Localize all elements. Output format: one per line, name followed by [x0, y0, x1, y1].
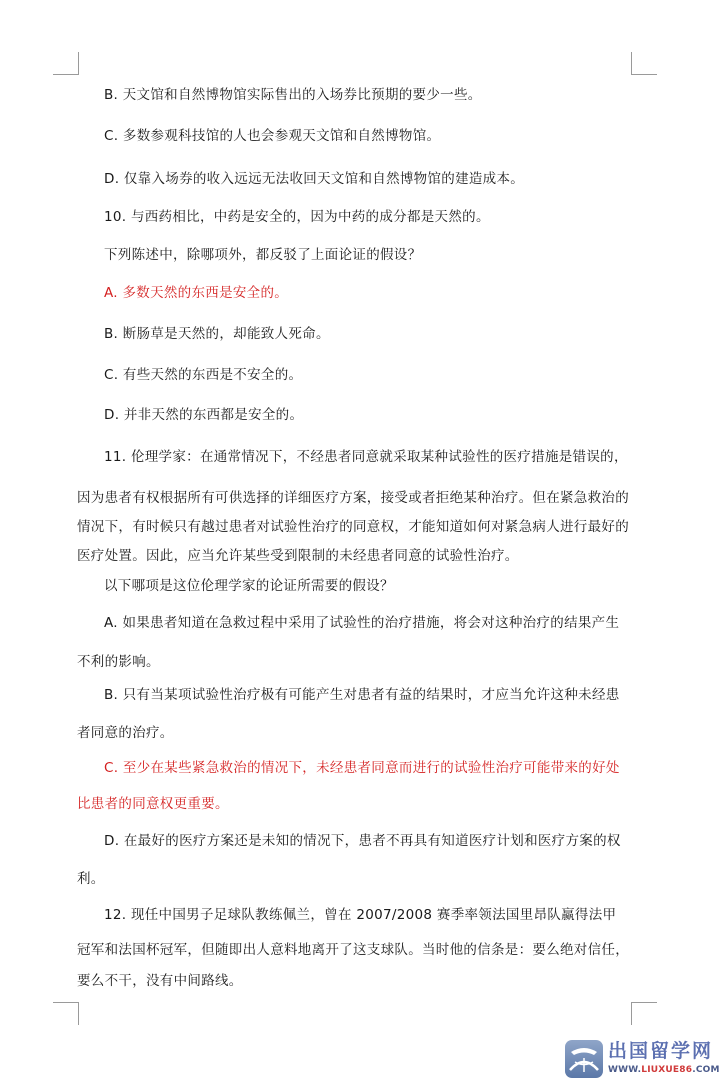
q12-stem-line-1: 12. 现任中国男子足球队教练佩兰，曾在 2007/2008 赛季率领法国里昂队赢得法甲 [104, 907, 617, 923]
q10-question: 下列陈述中，除哪项外，都反驳了上面论证的假设？ [104, 247, 422, 263]
q11-option-a-line-2: 不利的影响。 [77, 654, 160, 670]
q12-stem-line-3: 要么不干，没有中间路线。 [77, 973, 243, 989]
q11-option-c-answer-line-1: C. 至少在某些紧急救治的情况下，未经患者同意而进行的试验性治疗可能带来的好处 [104, 760, 620, 776]
q11-stem-line-1: 11. 伦理学家：在通常情况下，不经患者同意就采取某种试验性的医疗措施是错误的， [104, 449, 628, 465]
watermark-title: 出国留学网 [608, 1040, 714, 1062]
q10-stem: 10. 与西药相比，中药是安全的，因为中药的成分都是天然的。 [104, 209, 490, 225]
q11-stem-line-4: 医疗处置。因此，应当允许某些受到限制的未经患者同意的试验性治疗。 [77, 548, 519, 564]
globe-arch-logo-icon [565, 1040, 603, 1078]
q9-option-b: B. 天文馆和自然博物馆实际售出的入场券比预期的要少一些。 [104, 87, 482, 103]
watermark-url-prefix: WWW. [608, 1065, 642, 1075]
q10-option-a-answer: A. 多数天然的东西是安全的。 [104, 285, 289, 301]
q10-option-d: D. 并非天然的东西都是安全的。 [104, 407, 304, 423]
q11-option-d-line-1: D. 在最好的医疗方案还是未知的情况下，患者不再具有知道医疗计划和医疗方案的权 [104, 833, 621, 849]
q10-option-b: B. 断肠草是天然的，却能致人死命。 [104, 326, 330, 342]
crop-mark-top-left [53, 52, 79, 75]
q11-option-b-line-2: 者同意的治疗。 [77, 725, 174, 741]
q11-option-a-line-1: A. 如果患者知道在急救过程中采用了试验性的治疗措施，将会对这种治疗的结果产生 [104, 615, 620, 631]
watermark-url-highlight: LIUXUE86 [641, 1065, 693, 1075]
crop-mark-top-right [631, 52, 657, 75]
q9-option-d: D. 仅靠入场券的收入远远无法收回天文馆和自然博物馆的建造成本。 [104, 171, 525, 187]
q10-option-c: C. 有些天然的东西是不安全的。 [104, 367, 303, 383]
q11-stem-line-3: 情况下，有时候只有越过患者对试验性治疗的同意权，才能知道如何对紧急病人进行最好的 [77, 519, 629, 535]
q9-option-c: C. 多数参观科技馆的人也会参观天文馆和自然博物馆。 [104, 128, 441, 144]
q11-question: 以下哪项是这位伦理学家的论证所需要的假设？ [104, 578, 394, 594]
q12-stem-line-2: 冠军和法国杯冠军，但随即出人意料地离开了这支球队。当时他的信条是：要么绝对信任， [77, 942, 629, 958]
watermark-url-suffix: .COM [692, 1065, 720, 1075]
crop-mark-bottom-left [53, 1002, 79, 1025]
q11-option-c-answer-line-2: 比患者的同意权更重要。 [77, 796, 229, 812]
crop-mark-bottom-right [631, 1002, 657, 1025]
q11-option-b-line-1: B. 只有当某项试验性治疗极有可能产生对患者有益的结果时，才应当允许这种未经患 [104, 687, 620, 703]
q11-stem-line-2: 因为患者有权根据所有可供选择的详细医疗方案，接受或者拒绝某种治疗。但在紧急救治的 [77, 490, 629, 506]
watermark-logo [563, 1040, 723, 1083]
q11-option-d-line-2: 利。 [77, 871, 105, 887]
watermark-url [608, 1064, 720, 1076]
